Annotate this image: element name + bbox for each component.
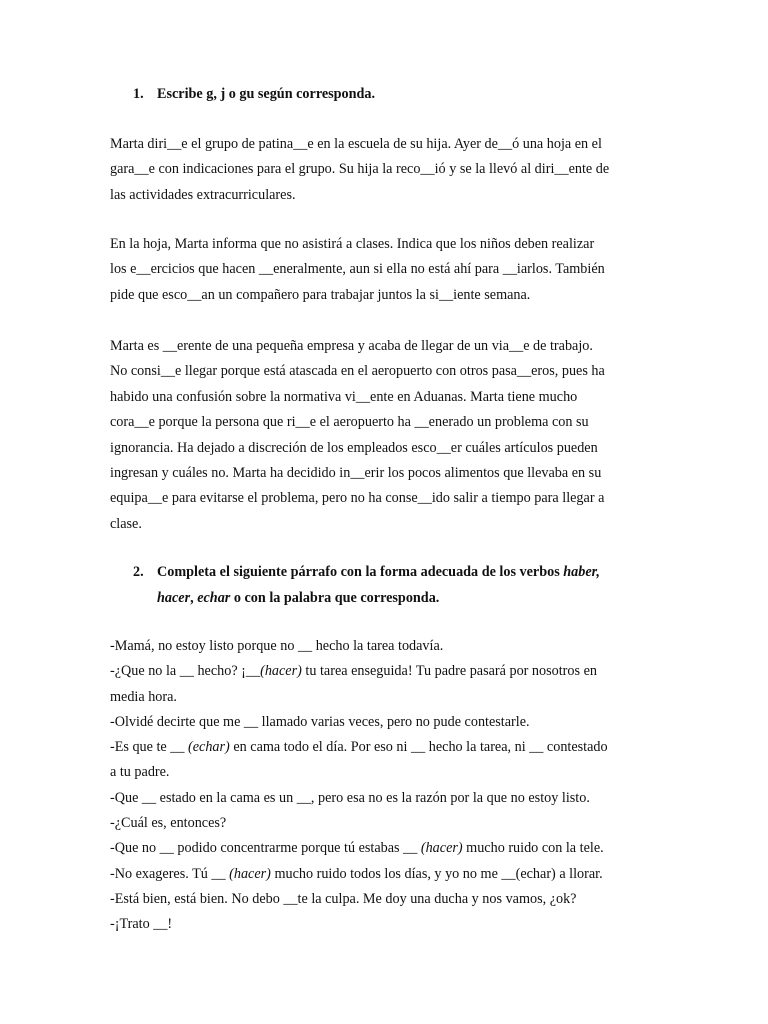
dialogue-line xyxy=(110,735,658,760)
title-text: , xyxy=(190,589,198,606)
exercise-1-number: 1. xyxy=(133,86,144,102)
dialogue-text: en cama todo el día. Por eso ni __ hecho la tarea, ni __ contestado xyxy=(229,739,608,756)
paragraph-line: Marta diri__e el grupo de patina__e en la escuela de su hija. Ayer de__ó una hoja en el xyxy=(110,136,602,152)
dialogue-verb-hint: (hacer) xyxy=(420,840,463,857)
paragraph-line: equipa__e para evitarse el problema, pero no ha conse__ido salir a tiempo para llegar a xyxy=(110,490,605,507)
dialogue-text: tu tarea enseguida! Tu padre pasará por nosotros en xyxy=(301,663,597,680)
dialogue-text: media hora. xyxy=(110,688,177,705)
exercise-2-dialogue xyxy=(110,634,658,938)
paragraph-line: Marta es __erente de una pequeña empresa y acaba de llegar de un via__e de trabajo. xyxy=(110,338,593,354)
title-italic-verb: haber, xyxy=(563,564,600,580)
dialogue-line xyxy=(110,710,658,735)
dialogue-verb-hint: (hacer) xyxy=(229,865,271,882)
title-text: Completa el siguiente párrafo con la forma adecuada de los verbos xyxy=(157,564,564,580)
exercise-1-paragraph-1 xyxy=(110,132,658,208)
paragraph-line: No consi__e llegar porque está atascada en el aeropuerto con otros pasa__eros, pues ha xyxy=(110,363,605,380)
dialogue-text: -Olvidé decirte que me __ llamado varias veces, pero no pude contestarle. xyxy=(110,713,530,730)
dialogue-text: -Que no __ podido concentrarme porque tú estabas __ xyxy=(110,840,421,857)
paragraph-line: En la hoja, Marta informa que no asistirá a clases. Indica que los niños deben realizar xyxy=(110,236,595,252)
dialogue-text: -¡Trato __! xyxy=(110,916,173,933)
dialogue-line xyxy=(110,811,658,836)
exercise-1-title: Escribe g, j o gu según corresponda. xyxy=(157,86,376,102)
dialogue-line xyxy=(110,685,658,710)
exercise-2-number: 2. xyxy=(133,564,144,580)
dialogue-text: -¿Cuál es, entonces? xyxy=(110,815,227,832)
dialogue-text: a tu padre. xyxy=(110,764,170,781)
title-text: o con la palabra que corresponda. xyxy=(230,589,440,606)
dialogue-line xyxy=(110,634,658,659)
title-italic-verb: echar xyxy=(197,589,231,606)
paragraph-line: ingresan y cuáles no. Marta ha decidido in__erir los pocos alimentos que llevaba en su xyxy=(110,464,602,481)
exercise-2-title xyxy=(157,560,657,611)
exercise-2-heading xyxy=(133,560,653,612)
paragraph-line: pide que esco__an un compañero para trabajar juntos la si__iente semana. xyxy=(110,286,531,303)
dialogue-line xyxy=(110,786,658,811)
exercise-2-title-line-1 xyxy=(157,564,600,580)
dialogue-verb-hint: (echar) xyxy=(188,739,230,756)
paragraph-line: ignorancia. Ha dejado a discreción de los empleados esco__er cuáles artículos pueden xyxy=(110,439,598,456)
dialogue-text: -Que __ estado en la cama es un __, pero esa no es la razón por la que no estoy listo. xyxy=(110,789,590,806)
paragraph-line: cora__e porque la persona que ri__e el aeropuerto ha __enerado un problema con su xyxy=(110,414,589,431)
paragraph-line: gara__e con indicaciones para el grupo. Su hija la reco__ió y se la llevó al diri__ente de xyxy=(110,161,610,178)
exercise-2-title-line-2 xyxy=(157,590,439,606)
title-italic-verb: hacer xyxy=(157,589,191,606)
dialogue-text: -Mamá, no estoy listo porque no __ hecho la tarea todavía. xyxy=(110,638,444,654)
dialogue-line xyxy=(110,760,658,785)
paragraph-line: los e__ercicios que hacen __eneralmente, aun si ella no está ahí para __iarlos. También xyxy=(110,261,605,278)
dialogue-text: -No exageres. Tú __ xyxy=(110,865,230,882)
exercise-1-paragraph-2 xyxy=(110,232,658,308)
exercise-1-heading xyxy=(133,82,693,108)
dialogue-line xyxy=(110,912,658,937)
dialogue-text: -¿Que no la __ hecho? ¡__ xyxy=(110,663,261,680)
paragraph-line: habido una confusión sobre la normativa vi__ente en Aduanas. Marta tiene mucho xyxy=(110,388,578,405)
dialogue-text: mucho ruido todos los días, y yo no me __(echar) a llorar. xyxy=(270,865,603,882)
exercise-1-paragraph-3 xyxy=(110,334,658,537)
dialogue-text: mucho ruido con la tele. xyxy=(462,840,604,857)
dialogue-line xyxy=(110,862,658,887)
paragraph-line: las actividades extracurriculares. xyxy=(110,186,296,203)
dialogue-line xyxy=(110,836,658,861)
dialogue-line xyxy=(110,887,658,912)
dialogue-verb-hint: (hacer) xyxy=(260,663,302,680)
paragraph-line: clase. xyxy=(110,515,142,532)
dialogue-line xyxy=(110,659,658,684)
dialogue-text: -Está bien, está bien. No debo __te la culpa. Me doy una ducha y nos vamos, ¿ok? xyxy=(110,890,577,907)
dialogue-text: -Es que te __ xyxy=(110,739,189,756)
